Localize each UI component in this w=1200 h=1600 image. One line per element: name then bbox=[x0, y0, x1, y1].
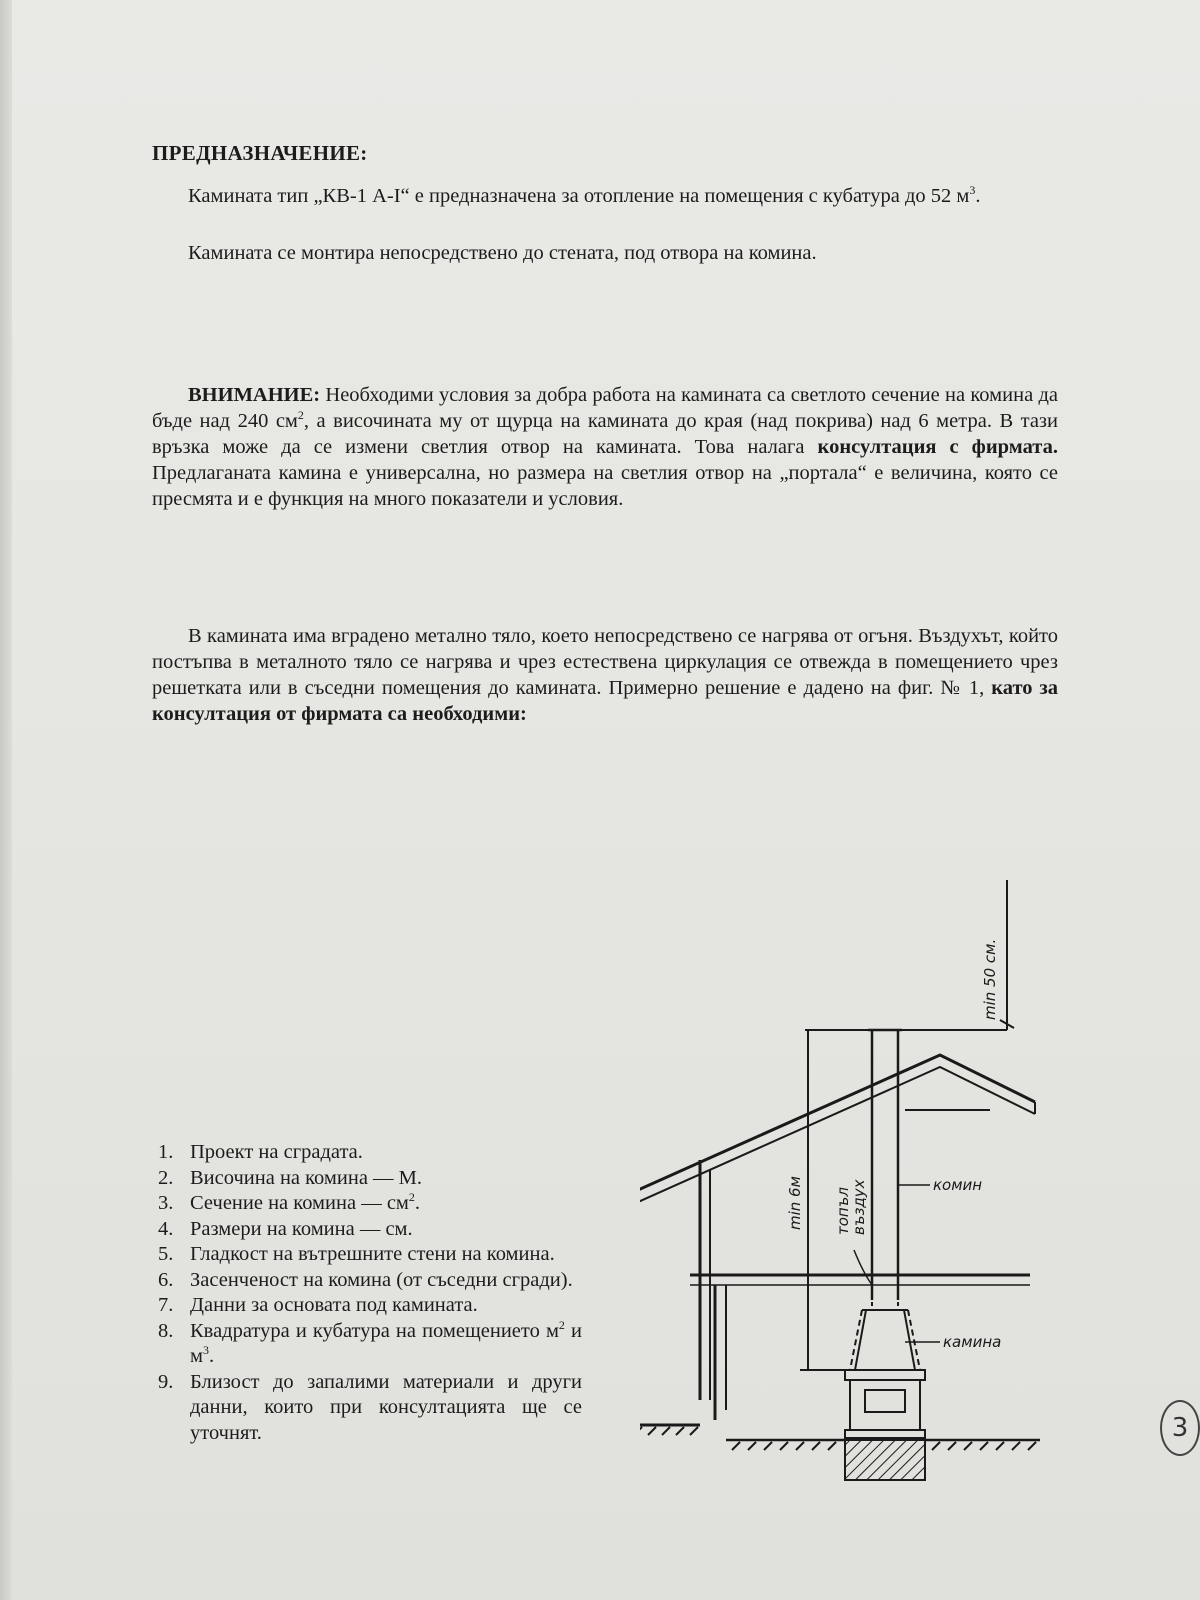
label-warm: топъл bbox=[834, 1187, 852, 1235]
superscript: 2 bbox=[297, 408, 304, 423]
attention-paragraph: ВНИМАНИЕ: Необходими условия за добра работа на камината са светлото сечение на комина да бъде над 240 $см^2$, а височината му от щурца на камината до края (над покрива) над 6 метра. В тази връзка може да се измени светлия отвор на камината. Това налага консултация с фирмата. Предлаганата камина е универсална, но размера на светлия отвор на „портала“ е величина, която се пресмята и е функция на много показатели и условия. bbox=[152, 384, 1059, 510]
consultation-emphasis: консултация с фирмата. bbox=[817, 436, 1058, 458]
label-chimney: комин bbox=[933, 1176, 983, 1194]
mantel bbox=[845, 1370, 925, 1380]
metal-body-paragraph: В камината има вградено метално тяло, което непосредствено се нагрява от огъня. Въздухът, който постъпва в металното тяло се нагрява и чрез естествена циркулация се отвежда в помещението чрез решетката или в съседни помещения до камината. Примерно решение е дадено на фиг. № 1, като за консултация от фирмата са необходими: bbox=[152, 625, 1058, 725]
list-item: 2. Височина на комина — М. bbox=[158, 1166, 423, 1189]
ground-hatch bbox=[640, 1427, 1036, 1450]
requirements-list bbox=[152, 1140, 582, 1446]
list-item: 7. Данни за основата под камината. bbox=[158, 1294, 478, 1316]
list-item: 1. Проект на сградата. bbox=[158, 1141, 363, 1163]
list-item: 9. Близост до запалими материали и други данни, които при консултацията ще се уточнят. bbox=[158, 1370, 582, 1444]
purpose-paragraph-1: Камината тип „КВ-1 А-І“ е предназначена за отопление на помещения с кубатура до 52 $м^3$. bbox=[188, 183, 981, 207]
list-item: 8. Квадратура и кубатура на помещението $м^2$ и $м^3$. bbox=[158, 1317, 582, 1367]
list-item: 6. Засенченост на комина (от съседни сгради). bbox=[158, 1268, 573, 1291]
section-heading: ПРЕДНАЗНАЧЕНИЕ: bbox=[152, 141, 368, 165]
list-item: 4. Размери на комина — см. bbox=[158, 1217, 413, 1240]
label-min6: min 6м bbox=[786, 1176, 804, 1230]
requirements-emphasis: като за консултация от фирмата са необходими: bbox=[152, 677, 1058, 725]
foundation bbox=[845, 1440, 925, 1480]
purpose-text-2: Камината се монтира непосредствено до стената, под отвора на комина. bbox=[188, 242, 817, 264]
hearth bbox=[845, 1430, 925, 1438]
page-edge bbox=[0, 0, 12, 1600]
fireplace-chimney-diagram bbox=[640, 880, 1070, 1500]
purpose-paragraph-2 bbox=[152, 240, 1058, 266]
diagram-svg bbox=[640, 880, 1070, 1500]
firebox bbox=[850, 1380, 920, 1430]
page-number: 3 bbox=[1160, 1400, 1200, 1456]
list-item: 3. Сечение на комина — $см^2$. bbox=[158, 1190, 421, 1214]
label-min50: min 50 см. bbox=[981, 938, 999, 1020]
purpose-text-1: Камината тип „КВ-1 А-І“ е предназначена за отопление на помещения с кубатура до 52 м bbox=[188, 185, 970, 207]
warm-air-leader bbox=[854, 1250, 872, 1285]
attention-label: ВНИМАНИЕ: bbox=[188, 384, 321, 406]
superscript: 3 bbox=[969, 183, 976, 198]
list-item: 5. Гладкост на вътрешните стени на комина. bbox=[158, 1243, 555, 1265]
label-fireplace: камина bbox=[943, 1333, 1002, 1351]
label-air: въздух bbox=[850, 1179, 868, 1235]
firebox-opening bbox=[865, 1390, 905, 1412]
